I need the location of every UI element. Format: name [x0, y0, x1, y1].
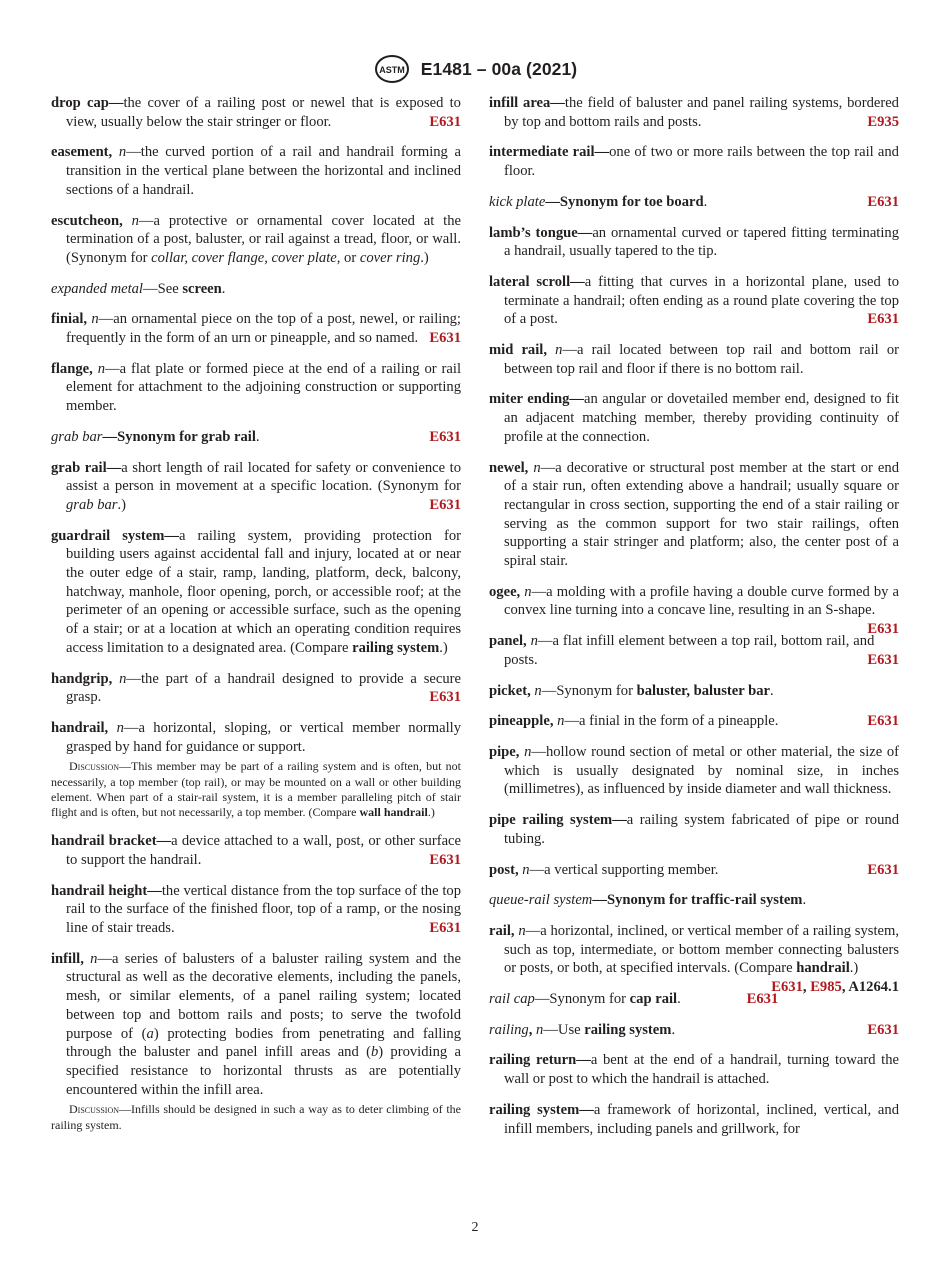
- discussion-note: Discussion—Infills should be designed in such a way as to deter climbing of the railing system.: [51, 1102, 461, 1132]
- entry-term: grab bar: [51, 428, 103, 445]
- entry-definition: n—a horizontal, sloping, or vertical member normally grasped by hand for guidance or support.: [66, 719, 461, 755]
- entry-term: escutcheon,: [51, 212, 123, 229]
- entry-definition: a short length of rail located for safety or convenience to assist a person in movement at a specific location. (Synonym for grab bar.): [66, 459, 461, 513]
- standard-reference[interactable]: E631: [867, 621, 899, 638]
- entry-term: picket,: [489, 682, 531, 699]
- entry-term: grab rail—: [51, 459, 122, 476]
- entry-definition: a railing system, providing protection for building users against accidental fall and injury, located at or near the outer edge of a stair, ramp, landing, platform, deck, balcony, hatchway, manhole, floor opening, porch, or accessible roof; at the perimeter of an opening or accessible surface, such as the opening of a stair; or at a location at which an operating condition requires access limitation to a designated area. (Compare railing system.): [66, 527, 461, 656]
- entry-term: pipe,: [489, 743, 520, 760]
- standard-reference[interactable]: E631, E985, A1264.1: [771, 979, 899, 996]
- glossary-entry: [489, 390, 899, 446]
- document-id: E1481 – 00a (2021): [420, 58, 578, 79]
- entry-definition: n—a decorative or structural post member at the start or end of a stair run, often extending above a handrail; usually square or rectangular in cross section, supporting the end of a stair railing or serving as the common support for two stair railings, often supporting a stair stringer and platform; also, the center post of a spiral stair.: [504, 459, 899, 570]
- entry-term: mid rail,: [489, 342, 547, 359]
- entry-definition: an ornamental curved or tapered fitting terminating a handrail, usually tapered to the tip.: [504, 224, 900, 260]
- entry-term: pipe railing system—: [489, 812, 627, 829]
- entry-term: rail,: [489, 922, 515, 939]
- glossary-entry: [51, 670, 461, 707]
- entry-definition: n—an ornamental piece on the top of a post, newel, or railing; frequently in the form of an urn or pineapple, and so named.: [66, 311, 461, 347]
- entry-term: finial,: [51, 311, 88, 328]
- standard-reference[interactable]: E631: [429, 113, 461, 130]
- standard-reference[interactable]: E631: [867, 713, 899, 730]
- glossary-entry: [51, 94, 461, 131]
- standard-reference[interactable]: E631: [867, 193, 899, 210]
- entry-definition: a bent at the end of a handrail, turning toward the wall or post to which the handrail is attached.: [504, 1052, 899, 1088]
- entry-term: flange,: [51, 360, 93, 377]
- entry-term: railing: [489, 1021, 529, 1038]
- astm-logo: [373, 54, 411, 84]
- entry-term: panel,: [489, 633, 527, 650]
- page-header: [0, 54, 950, 84]
- entry-term: rail cap: [489, 991, 535, 1008]
- entry-term: easement,: [51, 144, 113, 161]
- entry-definition: n—the part of a handrail designed to provide a secure grasp.: [66, 670, 461, 706]
- glossary-entry: [489, 922, 899, 996]
- entry-term: infill,: [51, 950, 84, 967]
- entry-term: railing system—: [489, 1101, 594, 1118]
- glossary-entry: [51, 950, 461, 1100]
- entry-definition: , n—Use railing system.: [528, 1021, 676, 1038]
- entry-term: infill area—: [489, 95, 565, 111]
- entry-definition: n—a horizontal, inclined, or vertical member of a railing system, such as top, intermediate, or bottom member connecting balusters or posts, or both, at specified intervals. (Compare handrail.): [504, 922, 899, 977]
- entry-definition: n—the curved portion of a rail and handrail forming a transition in the vertical plane between the horizontal and inclined sections of a handrail.: [66, 144, 461, 198]
- glossary-entry: [51, 212, 461, 268]
- entry-definition: n—a rail located between top rail and bottom rail or between top rail and floor if there is no bottom rail.: [504, 342, 900, 377]
- entry-definition: the field of baluster and panel railing systems, bordered by top and bottom rails and posts.: [504, 95, 899, 130]
- glossary-entry: [51, 360, 461, 416]
- entry-definition: one of two or more rails between the top rail and floor.: [504, 144, 899, 180]
- entry-definition: n—a protective or ornamental cover located at the termination of a post, baluster, or rail against a tread, floor, or wall. (Synonym for collar, cover flange, cover plate, or cover ring.): [66, 212, 461, 266]
- glossary-entry: [489, 1021, 899, 1040]
- entry-definition: —Synonym for cap rail.: [534, 991, 681, 1008]
- entry-definition: —Synonym for traffic-rail system.: [592, 892, 807, 909]
- glossary-entry: [489, 682, 899, 701]
- entry-definition: a framework of horizontal, inclined, vertical, and infill members, including panels and grillwork, for: [504, 1101, 899, 1137]
- entry-term: drop cap—: [51, 95, 124, 111]
- glossary-entry: [489, 459, 899, 571]
- glossary-entry: [489, 224, 899, 261]
- glossary-entry: [51, 280, 461, 299]
- entry-definition: —Synonym for grab rail.: [102, 428, 260, 445]
- glossary-entry: [489, 1101, 899, 1138]
- glossary-entry: [489, 94, 899, 131]
- glossary-entry: [489, 811, 899, 848]
- entry-term: ogee,: [489, 583, 521, 600]
- glossary-entry: [489, 861, 899, 880]
- standard-reference[interactable]: E631: [867, 1021, 899, 1038]
- glossary-entry: [489, 891, 899, 910]
- left-column: [51, 94, 461, 1133]
- entry-term: pineapple,: [489, 713, 554, 730]
- glossary-entry: [51, 832, 461, 869]
- glossary-entry: [51, 310, 461, 347]
- entry-definition: n—a series of balusters of a baluster railing system and the structural as well as the decorative elements, including the panels, mesh, or similar elements, of a panel railing system; located between top and bottom rails and posts; to serve the twofold purpose of (a) protecting bodies from penetrating and falling through the baluster and panel infill areas and (b) providing a specified resistance to horizontal thrusts as are potentially encountered within the infill area.: [66, 950, 461, 1098]
- entry-definition: n—a molding with a profile having a double curve formed by a convex line turning into a concave line, resulting in an S-shape.: [504, 583, 899, 619]
- entry-definition: n—a finial in the form of a pineapple.: [557, 713, 779, 730]
- entry-term: handrail,: [51, 719, 109, 736]
- glossary-entry: [489, 743, 899, 799]
- entry-term: intermediate rail—: [489, 144, 610, 161]
- entry-term: handrail height—: [51, 882, 162, 899]
- glossary-entry: [489, 143, 899, 180]
- standard-reference[interactable]: E631: [429, 496, 461, 513]
- entry-term: handgrip,: [51, 670, 113, 687]
- entry-term: expanded metal: [51, 280, 143, 297]
- standard-reference[interactable]: E631: [429, 330, 461, 347]
- standard-reference[interactable]: E631: [429, 851, 461, 868]
- glossary-entry: [489, 632, 899, 669]
- standard-reference[interactable]: E631: [429, 689, 461, 706]
- entry-definition: the cover of a railing post or newel that is exposed to view, usually below the stair stringer or floor.: [66, 95, 461, 130]
- glossary-entry: [489, 712, 899, 731]
- entry-term: railing return—: [489, 1052, 591, 1069]
- glossary-entry: [489, 273, 899, 329]
- entry-term: lamb’s tongue—: [489, 224, 593, 241]
- entry-definition: the vertical distance from the top surface of the top rail to the surface of the finished floor, top of a ramp, or the nosing line of stair treads.: [66, 882, 461, 937]
- glossary-entry: [489, 193, 899, 212]
- right-column: [489, 94, 899, 1138]
- entry-definition: —See screen.: [143, 280, 226, 297]
- entry-definition: a railing system fabricated of pipe or round tubing.: [504, 812, 899, 847]
- entry-term: handrail bracket—: [51, 833, 172, 850]
- entry-definition: n—hollow round section of metal or other material, the size of which is usually designated by nominal size, in inches (millimetres), as influenced by inside diameter and wall thickness.: [504, 743, 899, 798]
- glossary-entry: [51, 527, 461, 658]
- glossary-entry: [51, 143, 461, 199]
- glossary-entry: [489, 583, 899, 638]
- entry-definition: —Synonym for toe board.: [545, 193, 708, 210]
- standard-reference[interactable]: E631: [746, 991, 779, 1008]
- entry-definition: n—Synonym for baluster, baluster bar.: [534, 682, 774, 699]
- glossary-entry: [51, 459, 461, 515]
- entry-definition: a device attached to a wall, post, or other surface to support the handrail.: [66, 833, 462, 868]
- glossary-entry: [51, 719, 461, 756]
- entry-term: guardrail system—: [51, 527, 179, 544]
- astm-logo-text: ASTM: [378, 65, 405, 75]
- glossary-entry: [51, 882, 461, 938]
- standard-reference[interactable]: E631: [867, 651, 899, 668]
- entry-term: newel,: [489, 459, 529, 476]
- glossary-entry: [489, 341, 899, 378]
- entry-term: queue-rail system: [489, 892, 593, 909]
- standard-reference[interactable]: E631: [867, 861, 899, 878]
- standard-reference[interactable]: E935: [867, 113, 899, 130]
- entry-definition: a fitting that curves in a horizontal plane, used to terminate a handrail; often ending as a round plate covering the top of a post.: [504, 273, 899, 328]
- entry-term: lateral scroll—: [489, 273, 585, 290]
- glossary-entry: [489, 1051, 899, 1088]
- standard-reference[interactable]: E631: [429, 920, 461, 937]
- entry-term: kick plate: [489, 193, 546, 210]
- entry-definition: n—a flat plate or formed piece at the end of a railing or rail element for attachment to the adjoining construction or supporting member.: [66, 360, 462, 415]
- entry-term: post,: [489, 861, 519, 878]
- glossary-entry: [51, 428, 461, 447]
- standard-reference[interactable]: E631: [867, 311, 899, 328]
- entry-definition: an angular or dovetailed member end, designed to fit an adjacent matching member, thereby providing continuity of profile at the connection.: [504, 391, 899, 445]
- entry-definition: n—a vertical supporting member.: [522, 861, 719, 878]
- page-number: 2: [471, 1220, 479, 1235]
- entry-definition: n—a flat infill element between a top rail, bottom rail, and posts.: [504, 633, 875, 668]
- standard-reference[interactable]: E631: [429, 428, 461, 445]
- entry-term: miter ending—: [489, 391, 585, 408]
- discussion-note: Discussion—This member may be part of a railing system and is often, but not necessarily, a top member (top rail), or may be mounted on a wall or other building element. When part of a stair-rail system, it is a member paralleling pitch of stair flight and is often, but not necessarily, a top member. (Compare wall handrail.): [51, 759, 461, 819]
